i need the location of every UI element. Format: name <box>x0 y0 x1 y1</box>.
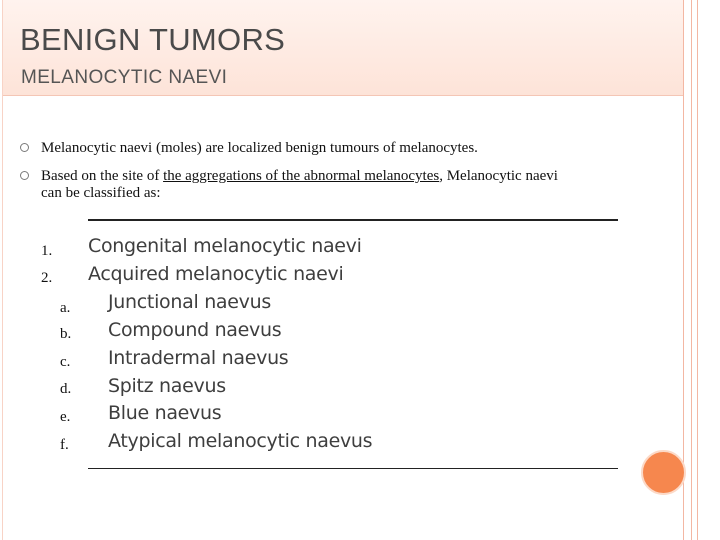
slide-subtitle: MELANOCYTIC NAEVI <box>21 67 228 88</box>
naevus-type-item: Blue naevus <box>108 402 222 424</box>
list-letter: a. <box>60 300 71 316</box>
list-letter: b. <box>60 326 72 342</box>
classification-item: Acquired melanocytic naevi <box>88 263 344 285</box>
list-letter: f. <box>60 437 69 453</box>
naevus-type-item: Compound naevus <box>108 319 282 341</box>
header-divider <box>3 95 683 96</box>
bullet-text <box>41 168 681 202</box>
naevus-type-item: Intradermal naevus <box>108 347 289 369</box>
naevus-type-item: Spitz naevus <box>108 375 226 397</box>
slide-title: BENIGN TUMORS <box>20 22 286 57</box>
right-frame-center-line <box>691 0 692 540</box>
circle-bullet-icon <box>20 143 29 152</box>
bullet-text-start: Based on the site of <box>41 168 164 184</box>
bottom-rule <box>88 468 618 469</box>
top-rule <box>88 219 618 221</box>
classification-item: Congenital melanocytic naevi <box>88 235 362 257</box>
list-letter: e. <box>60 409 71 425</box>
circle-bullet-icon <box>20 171 29 180</box>
list-number: 2. <box>41 270 53 286</box>
bullet-text: Melanocytic naevi (moles) are localized benign tumours of melanocytes. <box>41 140 478 156</box>
list-number: 1. <box>41 243 53 259</box>
list-letter: d. <box>60 381 72 397</box>
naevus-type-item: Atypical melanocytic naevus <box>108 430 373 452</box>
bullet-item <box>20 168 660 208</box>
bullet-text-line2: can be classified as: <box>41 185 161 201</box>
left-frame-line <box>2 0 3 540</box>
decorative-circle <box>641 450 686 495</box>
underlined-phrase: the aggregations of the abnormal melanocytes <box>163 168 440 184</box>
naevus-type-item: Junctional naevus <box>108 291 271 313</box>
bullet-text-end: , Melanocytic naevi <box>439 168 558 184</box>
list-letter: c. <box>60 354 71 370</box>
